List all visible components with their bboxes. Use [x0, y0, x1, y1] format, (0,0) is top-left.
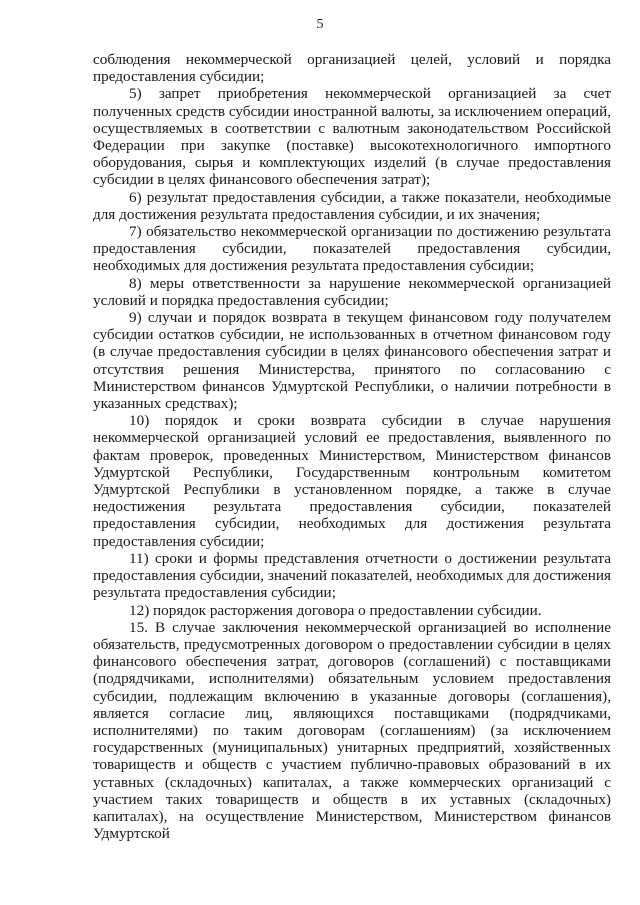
paragraph-item-6: 6) результат предоставления субсидии, а также показатели, необходимые для достижения результата предоставления субсидии, и их значения; — [93, 188, 611, 223]
paragraph-item-5: 5) запрет приобретения некоммерческой организацией за счет полученных средств субсидии иностранной валюты, за исключением операций, осуществляемых в соответствии с валютным законодательством Российской Федерации при закупке (поставке) высокотехнологичного импортного оборудования, сырья и комплектующих изделий (в случае предоставления субсидии в целях финансового обеспечения затрат); — [93, 85, 611, 189]
page-number: 5 — [316, 17, 324, 32]
paragraph-section-15: 15. В случае заключения некоммерческой организацией во исполнение обязательств, предусмотренных договором о предоставлении субсидии в целях финансового обеспечения затрат, договоров (соглашений) с поставщиками (подрядчиками, исполнителями) обязательным условием предоставления субсидии, подлежащим включению в указанные договоры (соглашения), является согласие лиц, являющихся поставщиками (подрядчиками, исполнителями) по таким договорам (соглашениям) (за исключением государственных (муниципальных) унитарных предприятий, хозяйственных товариществ и обществ с участием публично-правовых образований в их уставных (складочных) капиталах, а также коммерческих организаций с участием таких товариществ и обществ в их уставных (складочных) капиталах), на осуществление Министерством, Министерством финансов Удмуртской — [93, 618, 611, 843]
paragraph-item-11: 11) сроки и формы представления отчетности о достижении результата предоставления субсидии, значений показателей, необходимых для достижения результата предоставления субсидии; — [93, 549, 611, 602]
paragraph-item-7: 7) обязательство некоммерческой организации по достижению результата предоставления субсидии, показателей предоставления субсидии, необходимых для достижения результата предоставления субсидии; — [93, 223, 611, 275]
paragraph-item-10: 10) порядок и сроки возврата субсидии в случае нарушения некоммерческой организацией условий ее предоставления, выявленного по фактам проверок, проведенных Министерством, Министерством финансов Удмуртской Республики, Государственным контрольным комитетом Удмуртской Республики в установленном порядке, а также в случае недостижения результата предоставления субсидии, показателей предоставления субсидии, необходимых для достижения результата предоставления субсидии; — [93, 412, 611, 550]
paragraph-continuation: соблюдения некоммерческой организацией целей, условий и порядка предоставления субсидии; — [93, 51, 611, 86]
document-body — [93, 51, 611, 842]
paragraph-item-12: 12) порядок расторжения договора о предоставлении субсидии. — [129, 601, 542, 619]
paragraph-item-9: 9) случаи и порядок возврата в текущем финансовом году получателем субсидии остатков субсидии, не использованных в отчетном финансовом году (в случае предоставления субсидии в целях финансового обеспечения затрат и отсутствия решения Министерства, принятого по согласованию с Министерством финансов Удмуртской Республики, о наличии потребности в указанных средствах); — [93, 309, 611, 413]
paragraph-item-8: 8) меры ответственности за нарушение некоммерческой организацией условий и порядка предоставления субсидии; — [93, 274, 611, 309]
